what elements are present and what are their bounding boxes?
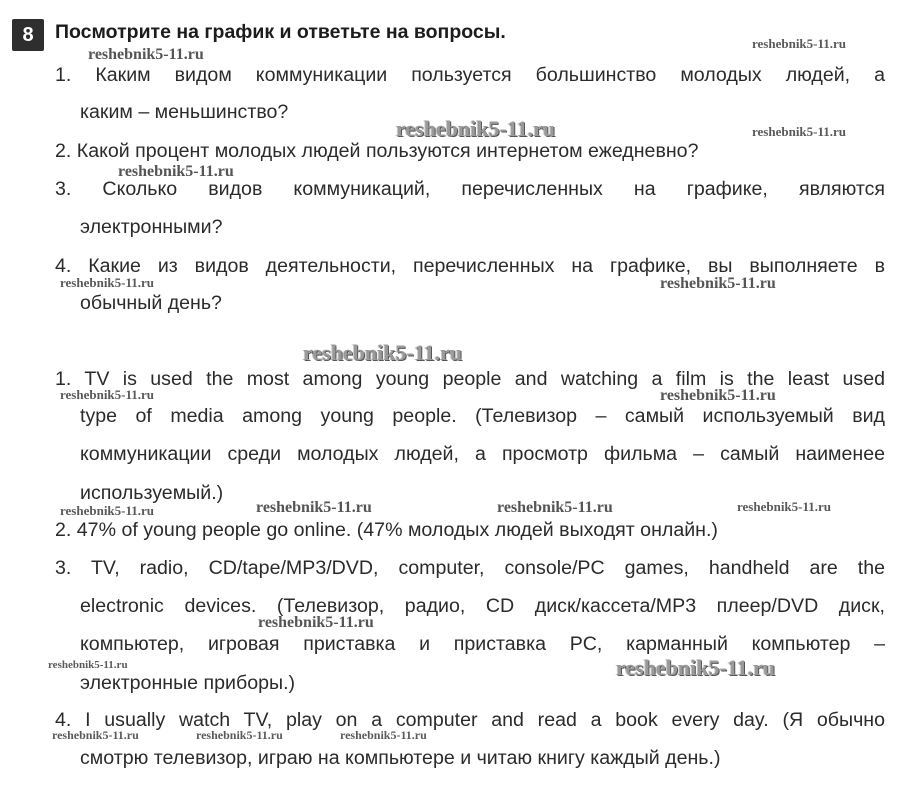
- watermark: reshebnik5-11.ru: [737, 499, 832, 514]
- watermark: reshebnik5-11.ru: [88, 46, 204, 63]
- question-3-line-2: электронными?: [80, 216, 223, 238]
- answer-4-line-1: 4. I usually watch TV, play on a computer and read a book every day. (Я обычно: [55, 709, 885, 731]
- question-4-line-2: обычный день?: [80, 292, 222, 314]
- watermark: reshebnik5-11.ru: [118, 163, 234, 180]
- question-1-line-2: каким – меньшинство?: [80, 101, 289, 123]
- watermark: reshebnik5-11.ru: [60, 275, 155, 290]
- question-3-line-1: 3. Сколько видов коммуникаций, перечисленных на графике, являются: [55, 178, 885, 200]
- answer-3-line-3: компьютер, игровая приставка и приставка PC, карманный компьютер –: [80, 633, 885, 655]
- watermark: reshebnik5-11.ru: [616, 655, 776, 680]
- question-4-line-1: 4. Какие из видов деятельности, перечисленных на графике, вы выполняете в: [55, 255, 885, 277]
- watermark: reshebnik5-11.ru: [660, 387, 776, 404]
- answer-2-line-1: 2. 47% of young people go online. (47% молодых людей выходят онлайн.): [55, 519, 718, 541]
- answer-3-line-4: электронные приборы.): [80, 672, 296, 694]
- answer-4-line-2: смотрю телевизор, играю на компьютере и читаю книгу каждый день.): [80, 747, 721, 769]
- watermark: reshebnik5-11.ru: [52, 728, 139, 742]
- watermark: reshebnik5-11.ru: [752, 124, 847, 139]
- watermark: reshebnik5-11.ru: [497, 499, 613, 516]
- answer-1-line-1: 1. TV is used the most among young people and watching a film is the least used: [55, 368, 885, 390]
- watermark: reshebnik5-11.ru: [396, 116, 556, 141]
- question-2-line-1: 2. Какой процент молодых людей пользуются интернетом ежедневно?: [55, 140, 699, 162]
- watermark: reshebnik5-11.ru: [60, 503, 155, 518]
- watermark: reshebnik5-11.ru: [340, 728, 427, 742]
- answer-1-line-3: коммуникации среди молодых людей, а просмотр фильма – самый наименее: [80, 443, 885, 465]
- watermark: reshebnik5-11.ru: [196, 728, 283, 742]
- watermark: reshebnik5-11.ru: [303, 340, 463, 365]
- question-1-line-1: 1. Каким видом коммуникации пользуется большинство молодых людей, а: [55, 64, 885, 86]
- answer-3-line-2: electronic devices. (Телевизор, радио, CD диск/кассета/MP3 плеер/DVD диск,: [80, 595, 885, 617]
- watermark: reshebnik5-11.ru: [258, 614, 374, 631]
- answer-3-line-1: 3. TV, radio, CD/tape/MP3/DVD, computer, console/PC games, handheld are the: [55, 557, 885, 579]
- answer-1-line-4: используемый.): [80, 482, 224, 504]
- exercise-title: Посмотрите на график и ответьте на вопросы.: [55, 21, 506, 43]
- watermark: reshebnik5-11.ru: [660, 275, 776, 292]
- answer-1-line-2: type of media among young people. (Телевизор – самый используемый вид: [80, 405, 885, 427]
- watermark: reshebnik5-11.ru: [752, 36, 847, 51]
- watermark: reshebnik5-11.ru: [48, 659, 128, 671]
- watermark: reshebnik5-11.ru: [60, 387, 155, 402]
- watermark: reshebnik5-11.ru: [256, 499, 372, 516]
- exercise-number-badge: 8: [12, 19, 44, 51]
